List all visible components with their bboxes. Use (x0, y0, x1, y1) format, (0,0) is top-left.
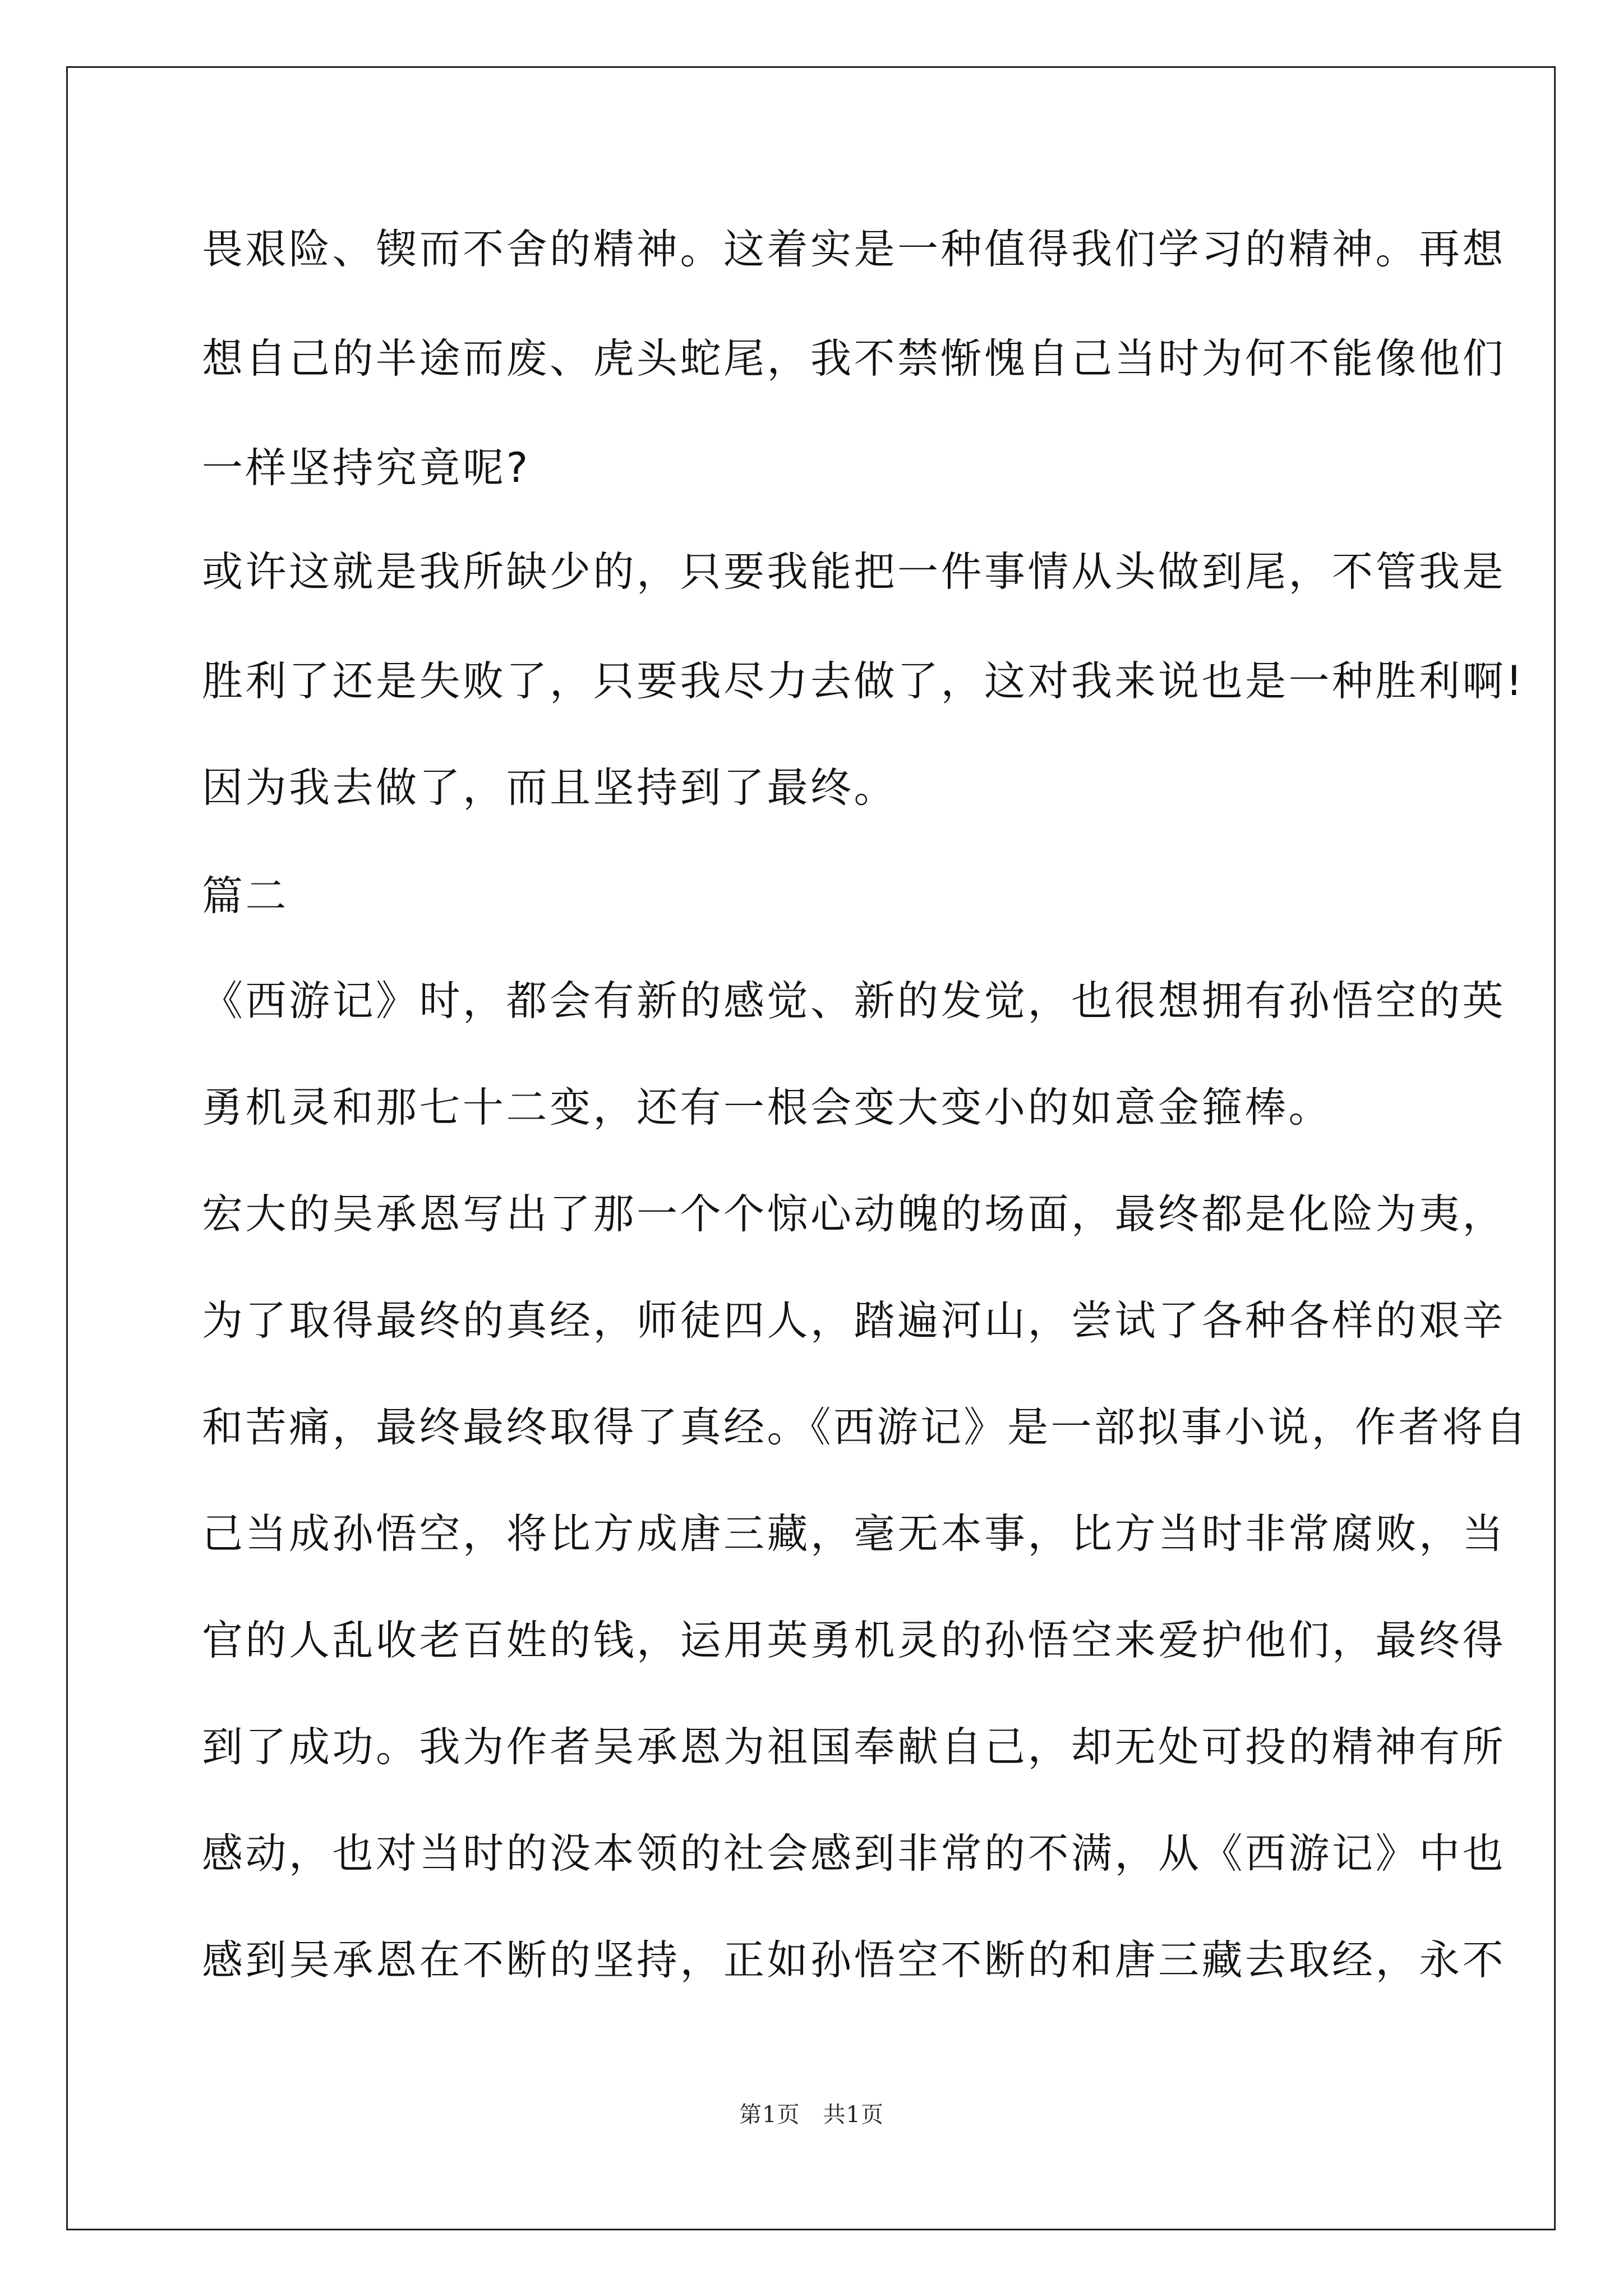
text-line: 己当成孙悟空，将比方成唐三藏，毫无本事，比方当时非常腐败，当 (202, 1510, 1506, 1558)
page-number: 第1页 共1页 (739, 2102, 884, 2128)
text-line: 感动，也对当时的没本领的社会感到非常的不满，从《西游记》中也 (202, 1830, 1506, 1878)
section-heading: 篇二 (202, 872, 289, 920)
text-line: 为了取得最终的真经，师徒四人，踏遍河山，尝试了各种各样的艰辛 (202, 1297, 1506, 1345)
page-border (66, 66, 1556, 2230)
text-line: 宏大的吴承恩写出了那一个个惊心动魄的场面，最终都是化险为夷， (202, 1190, 1506, 1238)
text-line: 《西游记》时，都会有新的感觉、新的发觉，也很想拥有孙悟空的英 (202, 977, 1506, 1025)
text-line: 一样坚持究竟呢? (202, 444, 531, 492)
text-line: 或许这就是我所缺少的，只要我能把一件事情从头做到尾，不管我是 (202, 548, 1506, 596)
text-line: 感到吴承恩在不断的坚持，正如孙悟空不断的和唐三藏去取经，永不 (202, 1936, 1506, 1984)
text-line: 和苦痛，最终最终取得了真经。《西游记》是一部拟事小说，作者将自 (202, 1404, 1529, 1451)
text-line: 官的人乱收老百姓的钱，运用英勇机灵的孙悟空来爱护他们，最终得 (202, 1617, 1506, 1664)
text-line: 勇机灵和那七十二变，还有一根会变大变小的如意金箍棒。 (202, 1084, 1332, 1131)
text-line: 胜利了还是失败了，只要我尽力去做了，这对我来说也是一种胜利啊! (202, 657, 1525, 705)
text-line: 想自己的半途而废、虎头蛇尾，我不禁惭愧自己当时为何不能像他们 (202, 335, 1506, 383)
text-line: 畏艰险、锲而不舍的精神。这着实是一种值得我们学习的精神。再想 (202, 226, 1506, 273)
text-line: 因为我去做了，而且坚持到了最终。 (202, 764, 897, 812)
text-line: 到了成功。我为作者吴承恩为祖国奉献自己，却无处可投的精神有所 (202, 1723, 1506, 1771)
